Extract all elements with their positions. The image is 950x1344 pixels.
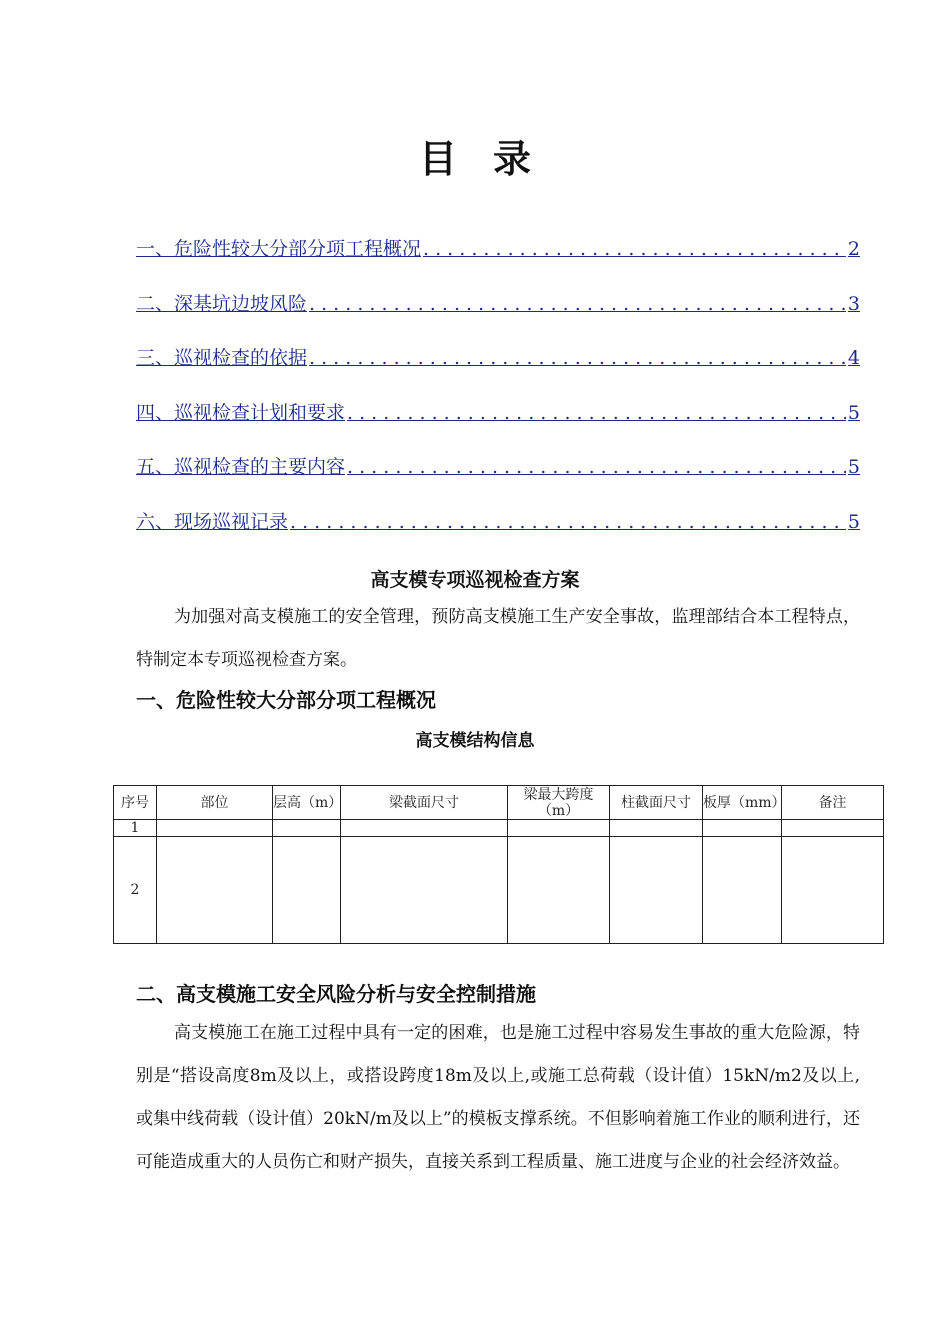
toc-leader-dots — [347, 402, 846, 424]
table-cell[interactable] — [157, 837, 273, 944]
table-row — [114, 820, 884, 837]
table-cell[interactable] — [273, 820, 341, 837]
table-cell[interactable] — [703, 837, 782, 944]
col-header-index: 序号 — [114, 786, 157, 820]
col-header-remarks: 备注 — [782, 786, 884, 820]
table-cell[interactable] — [610, 820, 703, 837]
toc-entry-page: 5 — [847, 401, 860, 424]
toc-entry-page: 5 — [847, 456, 860, 478]
table-cell[interactable]: 2 — [114, 837, 157, 944]
toc-title — [0, 128, 950, 183]
intro-paragraph: 为加强对高支模施工的安全管理，预防高支模施工生产安全事故，监理部结合本工程特点，特制定本专项巡视检查方案。 — [136, 607, 860, 670]
col-header-column-section: 柱截面尺寸 — [610, 786, 703, 820]
table-cell[interactable] — [703, 820, 782, 837]
table-cell[interactable] — [508, 837, 610, 944]
toc-leader-dots — [290, 511, 846, 533]
toc-leader-dots — [309, 347, 846, 369]
table-cell[interactable]: 1 — [114, 820, 157, 837]
table-cell[interactable] — [610, 837, 703, 944]
toc-title-right: 录 — [493, 136, 532, 181]
toc-entry-label: 二、深基坑边坡风险 — [136, 292, 308, 315]
table-of-contents — [136, 234, 860, 561]
toc-entry-5[interactable] — [136, 452, 860, 507]
structure-info-table — [113, 785, 884, 944]
col-header-location: 部位 — [157, 786, 273, 820]
toc-entry-1[interactable] — [136, 234, 860, 289]
toc-entry-4[interactable] — [136, 398, 860, 453]
table-cell[interactable] — [273, 837, 341, 944]
toc-entry-label: 六、现场巡视记录 — [136, 510, 289, 533]
toc-title-left: 目 — [418, 136, 457, 181]
table-cell[interactable] — [782, 837, 884, 944]
section-2-heading: 二、高支模施工安全风险分析与安全控制措施 — [136, 982, 536, 1006]
section-2-paragraph: 高支模施工在施工过程中具有一定的困难，也是施工过程中容易发生事故的重大危险源，特别是“搭设高度8m及以上，或搭设跨度18m及以上,或施工总荷载（设计值）15kN/m2及以上,或集中线荷载（设计值）20kN/m及以上”的模板支撑系统。不但影响着施工作业的顺利进行，还可能造成重大的人员伤亡和财产损失，直接关系到工程质量、施工进度与企业的社会经济效益。 — [136, 1023, 860, 1172]
toc-entry-label: 三、巡视检查的依据 — [136, 347, 308, 369]
table-cell[interactable] — [782, 820, 884, 837]
toc-entry-page: 2 — [847, 238, 860, 260]
col-header-floor-height: 层高（m） — [273, 786, 341, 820]
toc-entry-label: 五、巡视检查的主要内容 — [136, 456, 346, 478]
toc-leader-dots — [423, 238, 846, 260]
toc-entry-3[interactable] — [136, 343, 860, 398]
toc-entry-label: 一、危险性较大分部分项工程概况 — [136, 238, 422, 260]
table-cell[interactable] — [157, 820, 273, 837]
table-title: 高支模结构信息 — [415, 731, 535, 751]
toc-leader-dots — [347, 456, 846, 478]
col-header-beam-section: 梁截面尺寸 — [341, 786, 508, 820]
toc-entry-label: 四、巡视检查计划和要求 — [136, 401, 346, 424]
table-cell[interactable] — [341, 820, 508, 837]
toc-entry-2[interactable] — [136, 289, 860, 344]
toc-entry-page: 4 — [847, 347, 860, 369]
toc-entry-page: 3 — [847, 292, 860, 315]
toc-entry-6[interactable] — [136, 507, 860, 562]
table-cell[interactable] — [508, 820, 610, 837]
table-cell[interactable] — [341, 837, 508, 944]
toc-entry-page: 5 — [847, 510, 860, 533]
col-header-slab-thickness: 板厚（mm） — [703, 786, 782, 820]
section-1-heading: 一、危险性较大分部分项工程概况 — [136, 688, 436, 712]
plan-title: 高支模专项巡视检查方案 — [370, 569, 580, 591]
table-header-row — [114, 786, 884, 820]
table-row — [114, 837, 884, 944]
col-header-beam-span: 梁最大跨度（m） — [508, 786, 610, 820]
toc-leader-dots — [309, 293, 846, 315]
